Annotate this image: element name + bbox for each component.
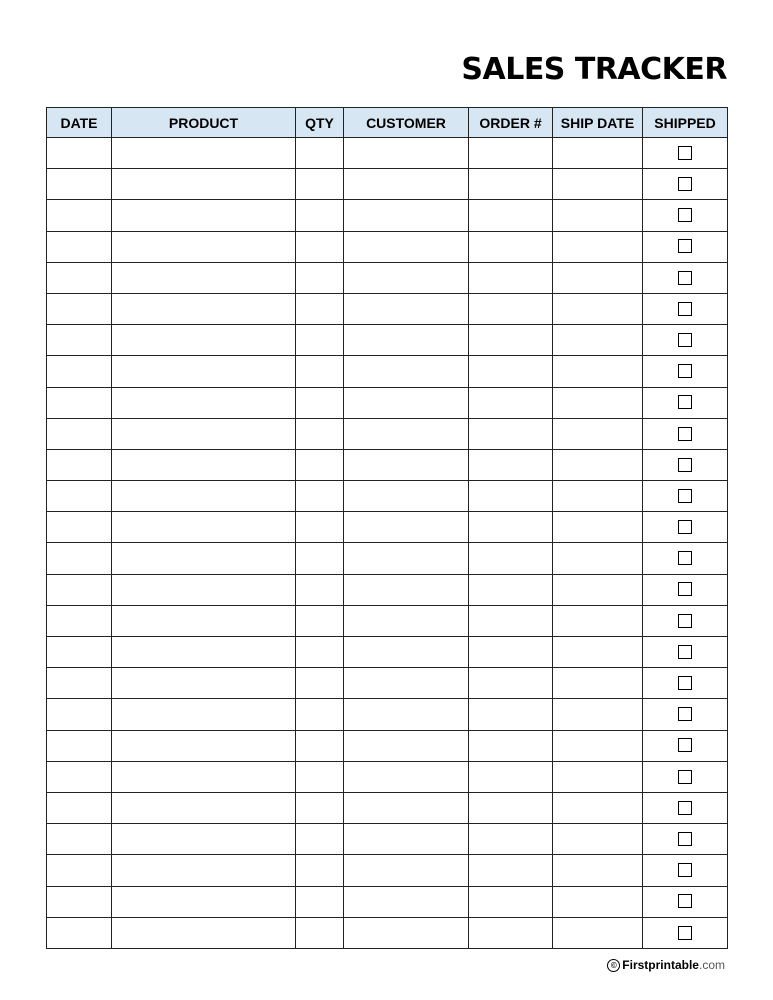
cell-ship-date[interactable] [553,637,643,668]
cell-qty[interactable] [296,138,344,169]
cell-date[interactable] [47,824,112,855]
shipped-cell [643,886,728,917]
shipped-cell [643,699,728,730]
shipped-checkbox[interactable] [678,458,692,472]
cell-order[interactable] [469,481,553,512]
table-row [47,605,728,636]
cell-ship-date[interactable] [553,231,643,262]
cell-product[interactable] [112,512,296,543]
cell-ship-date[interactable] [553,792,643,823]
cell-order[interactable] [469,730,553,761]
shipped-checkbox[interactable] [678,801,692,815]
cell-product[interactable] [112,262,296,293]
shipped-cell [643,200,728,231]
cell-ship-date[interactable] [553,761,643,792]
cell-order[interactable] [469,200,553,231]
table-row [47,325,728,356]
cell-order[interactable] [469,543,553,574]
cell-order[interactable] [469,418,553,449]
cell-customer[interactable] [344,138,469,169]
cell-ship-date[interactable] [553,356,643,387]
cell-customer[interactable] [344,543,469,574]
cell-order[interactable] [469,262,553,293]
table-row [47,699,728,730]
cell-qty[interactable] [296,325,344,356]
cell-date[interactable] [47,605,112,636]
cell-ship-date[interactable] [553,200,643,231]
cell-qty[interactable] [296,293,344,324]
table-row [47,917,728,948]
shipped-checkbox[interactable] [678,271,692,285]
cell-date[interactable] [47,855,112,886]
table-row [47,543,728,574]
table-row [47,293,728,324]
shipped-checkbox[interactable] [678,177,692,191]
table-row [47,387,728,418]
shipped-cell [643,668,728,699]
cell-order[interactable] [469,512,553,543]
table-row [47,512,728,543]
cell-customer[interactable] [344,356,469,387]
cell-customer[interactable] [344,668,469,699]
cell-date[interactable] [47,699,112,730]
shipped-cell [643,356,728,387]
cell-customer[interactable] [344,418,469,449]
shipped-cell [643,917,728,948]
cell-date[interactable] [47,668,112,699]
cell-product[interactable] [112,387,296,418]
cell-product[interactable] [112,231,296,262]
cell-customer[interactable] [344,917,469,948]
cell-product[interactable] [112,699,296,730]
cell-ship-date[interactable] [553,138,643,169]
cell-qty[interactable] [296,481,344,512]
cell-product[interactable] [112,138,296,169]
shipped-cell [643,792,728,823]
cell-ship-date[interactable] [553,668,643,699]
cell-product[interactable] [112,200,296,231]
cell-qty[interactable] [296,824,344,855]
cell-customer[interactable] [344,824,469,855]
cell-date[interactable] [47,418,112,449]
shipped-checkbox[interactable] [678,676,692,690]
cell-qty[interactable] [296,387,344,418]
cell-product[interactable] [112,356,296,387]
shipped-checkbox[interactable] [678,364,692,378]
cell-product[interactable] [112,325,296,356]
cell-customer[interactable] [344,699,469,730]
shipped-checkbox[interactable] [678,239,692,253]
cell-order[interactable] [469,886,553,917]
shipped-cell [643,293,728,324]
shipped-checkbox[interactable] [678,707,692,721]
table-row [47,824,728,855]
cell-customer[interactable] [344,231,469,262]
cell-product[interactable] [112,824,296,855]
cell-ship-date[interactable] [553,574,643,605]
cell-date[interactable] [47,730,112,761]
shipped-cell [643,512,728,543]
shipped-cell [643,387,728,418]
table-row [47,231,728,262]
shipped-checkbox[interactable] [678,894,692,908]
cell-order[interactable] [469,761,553,792]
cell-order[interactable] [469,138,553,169]
cell-product[interactable] [112,886,296,917]
cell-ship-date[interactable] [553,730,643,761]
shipped-cell [643,262,728,293]
cell-customer[interactable] [344,449,469,480]
cell-ship-date[interactable] [553,325,643,356]
page-title: SALES TRACKER [461,52,727,87]
cell-date[interactable] [47,512,112,543]
cell-ship-date[interactable] [553,886,643,917]
cell-order[interactable] [469,699,553,730]
cell-qty[interactable] [296,761,344,792]
cell-customer[interactable] [344,200,469,231]
cell-order[interactable] [469,231,553,262]
cell-ship-date[interactable] [553,512,643,543]
cell-date[interactable] [47,293,112,324]
cell-qty[interactable] [296,169,344,200]
table-row [47,730,728,761]
cell-ship-date[interactable] [553,262,643,293]
cell-customer[interactable] [344,481,469,512]
shipped-cell [643,418,728,449]
cell-date[interactable] [47,637,112,668]
shipped-cell [643,761,728,792]
column-header-date: DATE [47,108,112,138]
cell-order[interactable] [469,293,553,324]
table-row [47,668,728,699]
cell-qty[interactable] [296,886,344,917]
cell-date[interactable] [47,792,112,823]
cell-customer[interactable] [344,325,469,356]
cell-product[interactable] [112,574,296,605]
shipped-cell [643,325,728,356]
cell-customer[interactable] [344,293,469,324]
cell-customer[interactable] [344,855,469,886]
cell-product[interactable] [112,792,296,823]
cell-qty[interactable] [296,699,344,730]
cell-customer[interactable] [344,512,469,543]
sales-tracker-table [46,107,728,949]
cell-ship-date[interactable] [553,169,643,200]
cell-date[interactable] [47,886,112,917]
column-header-qty: QTY [296,108,344,138]
cell-product[interactable] [112,730,296,761]
cell-order[interactable] [469,637,553,668]
cell-ship-date[interactable] [553,917,643,948]
table-row [47,418,728,449]
cell-date[interactable] [47,262,112,293]
cell-product[interactable] [112,169,296,200]
shipped-checkbox[interactable] [678,645,692,659]
shipped-checkbox[interactable] [678,489,692,503]
table-row [47,855,728,886]
cell-order[interactable] [469,824,553,855]
cell-date[interactable] [47,200,112,231]
shipped-cell [643,730,728,761]
cell-product[interactable] [112,543,296,574]
shipped-cell [643,855,728,886]
footer-brand: Firstprintable [622,958,699,972]
cell-qty[interactable] [296,231,344,262]
table-row [47,792,728,823]
shipped-cell [643,169,728,200]
cell-ship-date[interactable] [553,699,643,730]
column-header-ship-date: SHIP DATE [553,108,643,138]
cell-date[interactable] [47,543,112,574]
copyright-icon: © [607,959,620,972]
table-row [47,574,728,605]
cell-product[interactable] [112,605,296,636]
cell-order[interactable] [469,356,553,387]
table-row [47,637,728,668]
shipped-checkbox[interactable] [678,427,692,441]
cell-date[interactable] [47,574,112,605]
cell-qty[interactable] [296,356,344,387]
cell-order[interactable] [469,449,553,480]
shipped-checkbox[interactable] [678,582,692,596]
cell-date[interactable] [47,917,112,948]
cell-customer[interactable] [344,730,469,761]
cell-order[interactable] [469,325,553,356]
cell-date[interactable] [47,231,112,262]
cell-ship-date[interactable] [553,605,643,636]
cell-qty[interactable] [296,917,344,948]
shipped-checkbox[interactable] [678,302,692,316]
footer-domain: .com [698,958,725,972]
shipped-checkbox[interactable] [678,770,692,784]
cell-customer[interactable] [344,169,469,200]
cell-ship-date[interactable] [553,543,643,574]
table-row [47,449,728,480]
shipped-checkbox[interactable] [678,614,692,628]
cell-order[interactable] [469,574,553,605]
shipped-cell [643,637,728,668]
cell-ship-date[interactable] [553,855,643,886]
table-row [47,200,728,231]
cell-order[interactable] [469,668,553,699]
shipped-checkbox[interactable] [678,208,692,222]
cell-qty[interactable] [296,855,344,886]
table-row [47,886,728,917]
cell-product[interactable] [112,761,296,792]
table-row [47,138,728,169]
cell-customer[interactable] [344,387,469,418]
cell-qty[interactable] [296,200,344,231]
shipped-checkbox[interactable] [678,146,692,160]
shipped-cell [643,231,728,262]
shipped-checkbox[interactable] [678,520,692,534]
cell-ship-date[interactable] [553,293,643,324]
shipped-cell [643,138,728,169]
cell-customer[interactable] [344,792,469,823]
cell-order[interactable] [469,792,553,823]
cell-order[interactable] [469,605,553,636]
shipped-checkbox[interactable] [678,333,692,347]
cell-date[interactable] [47,449,112,480]
table-row [47,761,728,792]
table-row [47,356,728,387]
cell-ship-date[interactable] [553,481,643,512]
cell-order[interactable] [469,169,553,200]
cell-customer[interactable] [344,605,469,636]
cell-qty[interactable] [296,262,344,293]
shipped-checkbox[interactable] [678,395,692,409]
shipped-checkbox[interactable] [678,738,692,752]
table-row [47,169,728,200]
cell-order[interactable] [469,855,553,886]
cell-product[interactable] [112,668,296,699]
cell-qty[interactable] [296,574,344,605]
shipped-cell [643,543,728,574]
header-row [47,108,728,138]
cell-date[interactable] [47,761,112,792]
cell-qty[interactable] [296,792,344,823]
column-header-product: PRODUCT [112,108,296,138]
cell-product[interactable] [112,917,296,948]
shipped-cell [643,605,728,636]
cell-order[interactable] [469,917,553,948]
cell-product[interactable] [112,418,296,449]
cell-customer[interactable] [344,262,469,293]
shipped-checkbox[interactable] [678,863,692,877]
shipped-checkbox[interactable] [678,926,692,940]
table-row [47,481,728,512]
cell-customer[interactable] [344,574,469,605]
cell-date[interactable] [47,138,112,169]
cell-product[interactable] [112,449,296,480]
cell-qty[interactable] [296,512,344,543]
cell-customer[interactable] [344,761,469,792]
shipped-cell [643,481,728,512]
shipped-checkbox[interactable] [678,551,692,565]
column-header-order: ORDER # [469,108,553,138]
cell-product[interactable] [112,293,296,324]
cell-customer[interactable] [344,886,469,917]
cell-ship-date[interactable] [553,449,643,480]
column-header-shipped: SHIPPED [643,108,728,138]
cell-qty[interactable] [296,730,344,761]
cell-date[interactable] [47,481,112,512]
cell-qty[interactable] [296,418,344,449]
cell-qty[interactable] [296,605,344,636]
column-header-customer: CUSTOMER [344,108,469,138]
shipped-cell [643,574,728,605]
cell-order[interactable] [469,387,553,418]
table-row [47,262,728,293]
cell-ship-date[interactable] [553,387,643,418]
cell-ship-date[interactable] [553,824,643,855]
shipped-cell [643,824,728,855]
cell-customer[interactable] [344,637,469,668]
cell-product[interactable] [112,637,296,668]
cell-date[interactable] [47,356,112,387]
cell-qty[interactable] [296,637,344,668]
cell-date[interactable] [47,387,112,418]
cell-date[interactable] [47,169,112,200]
footer-credit [607,958,725,972]
shipped-cell [643,449,728,480]
cell-date[interactable] [47,325,112,356]
cell-qty[interactable] [296,668,344,699]
cell-ship-date[interactable] [553,418,643,449]
cell-product[interactable] [112,855,296,886]
cell-qty[interactable] [296,543,344,574]
cell-qty[interactable] [296,449,344,480]
shipped-checkbox[interactable] [678,832,692,846]
cell-product[interactable] [112,481,296,512]
